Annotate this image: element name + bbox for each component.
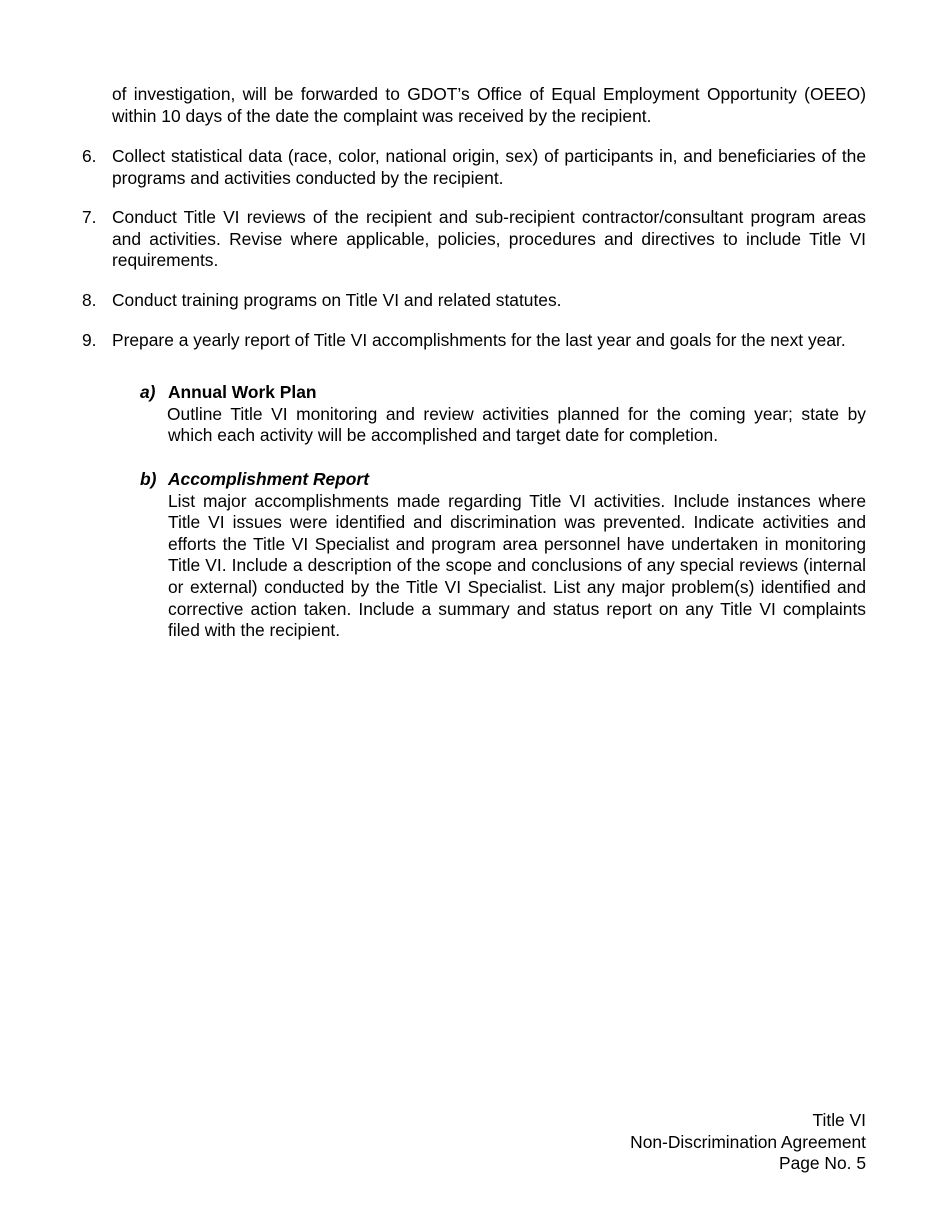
subitem-title: Annual Work Plan — [168, 382, 317, 402]
page-number: Page No. 5 — [778, 1153, 866, 1174]
footer-subtitle: Non-Discrimination Agreement — [630, 1131, 866, 1152]
list-item-number: 8. — [82, 290, 97, 310]
list-item-text: Prepare a yearly report of Title VI accomplishments for the last year and goals for the next year. — [112, 330, 846, 350]
subitem-marker: b) — [140, 469, 157, 489]
subitem-body: Outline Title VI monitoring and review activities planned for the coming year; state by which each activity will be accomplished and target date for completion. — [167, 403, 866, 446]
list-item — [82, 330, 866, 352]
subitem-marker: a) — [140, 382, 156, 402]
list-item — [82, 146, 866, 189]
list-item — [82, 207, 866, 272]
subitem-annual-work-plan — [140, 382, 866, 447]
list-item — [82, 290, 866, 312]
list-item-number: 9. — [82, 330, 97, 350]
subitem-title: Accomplishment Report — [168, 469, 369, 489]
continuation-paragraph: of investigation, will be forwarded to GDOT’s Office of Equal Employment Opportunity (OEEO) within 10 days of the date the complaint was received by the recipient. — [112, 84, 866, 126]
footer-title: Title VI — [812, 1110, 866, 1130]
list-item-text: Conduct Title VI reviews of the recipient and sub-recipient contractor/consultant program areas and activities. Revise where applicable, policies, procedures and directives to include Title VI requirements. — [112, 207, 866, 271]
list-item-number: 7. — [82, 207, 97, 227]
subitem-body: List major accomplishments made regarding Title VI activities. Include instances where Title VI issues were identified and discrimination was prevented. Indicate activities and efforts the Title VI Specialist and program area personnel have undertaken in monitoring Title VI. Include a description of the scope and conclusions of any special reviews (internal or external) conducted by the Title VI Specialist. List any major problem(s) identified and corrective action taken. Include a summary and status report on any Title VI complaints filed with the recipient. — [168, 490, 866, 641]
page-footer — [630, 1110, 866, 1175]
list-item-number: 6. — [82, 146, 97, 166]
list-item-text: Conduct training programs on Title VI and related statutes. — [112, 290, 562, 310]
subitem-accomplishment-report — [140, 469, 866, 642]
list-item-text: Collect statistical data (race, color, national origin, sex) of participants in, and beneficiaries of the programs and activities conducted by the recipient. — [112, 146, 866, 188]
